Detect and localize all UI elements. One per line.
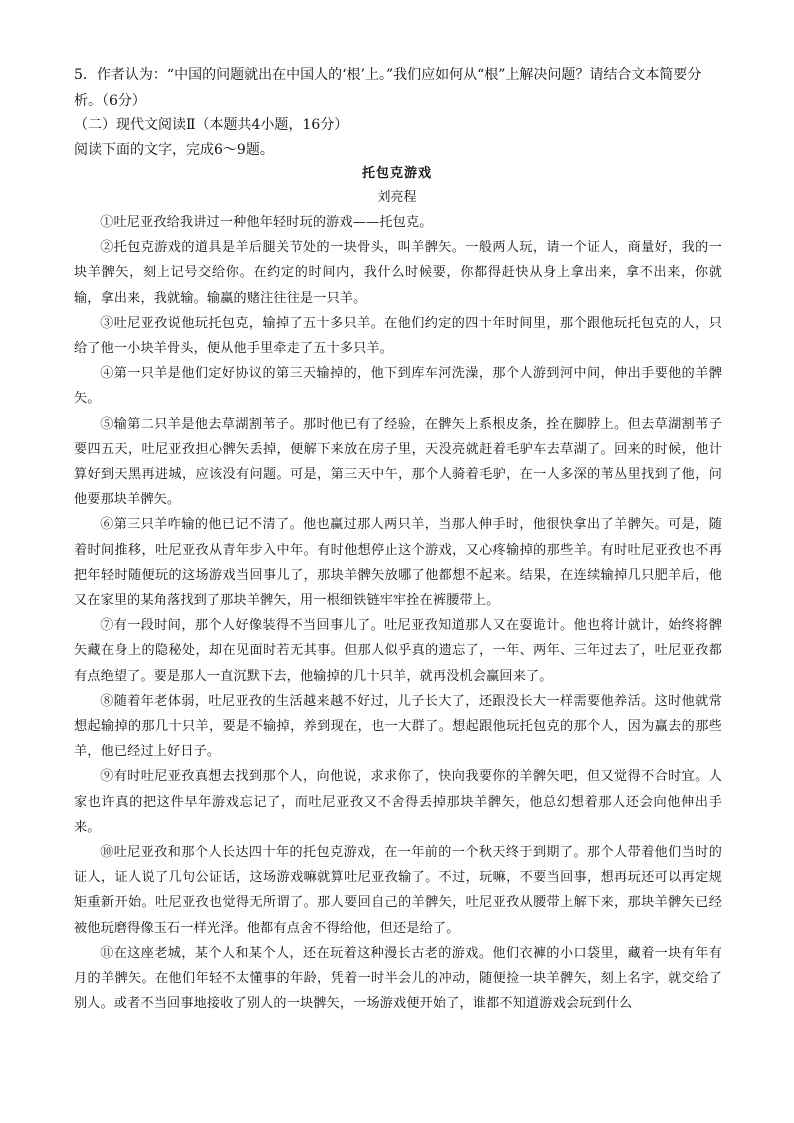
- paragraph-9: ⑨有时吐尼亚孜真想去找到那个人，向他说，求求你了，快向我要你的羊髀矢吧，但又觉得不合时宜。人家也许真的把这件早年游戏忘记了，而吐尼亚孜又不舍得丢掉那块羊髀矢，他总幻想着那人还会向他伸出手来。: [74, 769, 722, 835]
- paragraph-2: ②托包克游戏的道具是羊后腿关节处的一块骨头，叫羊髀矢。一般两人玩，请一个证人，商量好，我的一块羊髀矢，刻上记号交给你。在约定的时间内，我什么时候要，你都得赶快从身上拿出来，拿不出来，你就输，拿出来，我就输。输赢的赌注往往是一只羊。: [74, 240, 722, 306]
- paragraph-1: ①吐尼亚孜给我讲过一种他年轻时玩的游戏——托包克。: [100, 215, 433, 230]
- reading-instruction: 阅读下面的文字，完成6～9题。: [74, 142, 274, 158]
- article-author: 刘亮程: [377, 190, 417, 205]
- paragraph-8: ⑧随着年老体弱，吐尼亚孜的生活越来越不好过，儿子长大了，还跟没长大一样需要他养活。这时他就常想起输掉的那几十只羊，要是不输掉，养到现在，也一大群了。想起跟他玩托包克的那个人，因为赢去的那些羊，他已经过上好日子。: [74, 693, 722, 760]
- paragraph-6: ⑥第三只羊咋输的他已记不清了。他也赢过那人两只羊，当那人伸手时，他很快拿出了羊髀矢。可是，随着时间推移，吐尼亚孜从青年步入中年。有时他想停止这个游戏，又心疼输掉的那些羊。有时吐尼亚孜也不再把年轻时随便玩的这场游戏当回事儿了，那块羊髀矢放哪了他都想不起来。结果，在连续输掉几只肥羊后，他又在家里的某角落找到了那块羊髀矢，用一根细铁链牢牢拴在裤腰带上。: [74, 517, 722, 609]
- paragraph-4: ④第一只羊是他们定好协议的第三天输掉的，他下到库车河洗澡，那个人游到河中间，伸出手要他的羊髀矢。: [74, 366, 722, 407]
- paragraph-11: ⑪在这座老城，某个人和某个人，还在玩着这种漫长古老的游戏。他们衣褲的小口袋里，藏着一块有年有月的羊髀矢。在他们年轻不太懂事的年龄，凭着一时半会儿的冲动，随便捡一块羊髀矢，刻上名字，就交给了别人。或者不当回事地接收了别人的一块髀矢，一场游戏便开始了，谁都不知道游戏会玩到什么: [74, 945, 722, 1012]
- paragraph-3: ③吐尼亚孜说他玩托包克，输掉了五十多只羊。在他们约定的四十年时间里，那个跟他玩托包克的人，只给了他一小块羊骨头，便从他手里牵走了五十多只羊。: [74, 315, 722, 357]
- paragraph-10: ⑩吐尼亚孜和那个人长达四十年的托包克游戏，在一年前的一个秋天终于到期了。那个人带着他们当时的证人，证人说了几句公证话，这场游戏嘛就算吐尼亚孜输了。不过，玩嘛，不要当回事，想再玩还可以再定规矩重新开始。吐尼亚孜也觉得无所谓了。那人要回自己的羊髀矢，吐尼亚孜从腰带上解下来，那块羊髀矢已经被他玩磨得像玉石一样光泽。他都有点舍不得给他，但还是给了。: [74, 845, 722, 936]
- section-heading: （二）现代文阅读Ⅱ（本题共4小题，16分）: [74, 117, 349, 133]
- article-title: 托包克游戏: [361, 166, 432, 181]
- paragraph-7: ⑦有一段时间，那个人好像装得不当回事儿了。吐尼亚孜知道那人又在耍诡计。他也将计就计，始终将髀矢藏在身上的隐秘处，却在见面时若无其事。但那人似乎真的遗忘了，一年、两年、三年过去了，吐尼亚孜都有点绝望了。要是那人一直沉默下去，他输掉的几十只羊，就再没机会赢回来了。: [74, 618, 722, 684]
- paragraph-5: ⑤输第二只羊是他去草湖割苇子。那时他已有了经验，在髀矢上系根皮条，拴在脚脖上。但去草湖割苇子要四五天，吐尼亚孜担心髀矢丢掉，便解下来放在房子里，天没亮就赶着毛驴车去草湖了。回来的时候，他计算好到天黑再进城，应该没有问题。可是，第三天中午，那个人骑着毛驴，在一人多深的苇丛里找到了他，问他要那块羊髀矢。: [74, 416, 722, 508]
- question-5: 5．作者认为：“中国的问题就出在中国人的‘根’上。”我们应如何从“根”上解决问题？请结合文本简要分析。（6分）: [74, 67, 702, 109]
- article-body: [74, 210, 722, 1017]
